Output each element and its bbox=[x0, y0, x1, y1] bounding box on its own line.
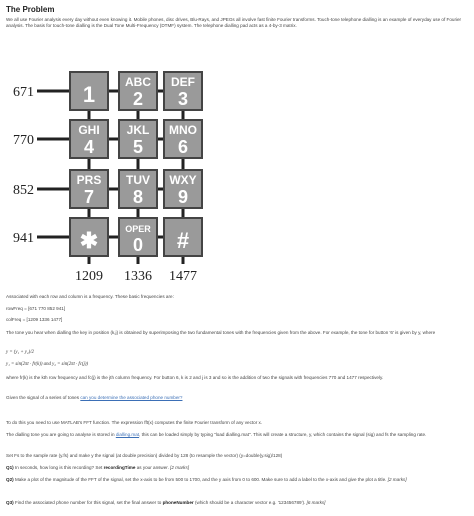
given-text: Given the signal of a series of tones bbox=[6, 395, 80, 400]
matlab-paragraph: To do this you need to use MATLAB's FFT function. The expression fft(x) computes the finite Fourier transform of any vector x. bbox=[6, 420, 263, 425]
row-frequency-label: 852 bbox=[13, 183, 34, 198]
row-frequency-label: 941 bbox=[13, 231, 34, 246]
key-digit: 4 bbox=[83, 137, 95, 157]
given-paragraph bbox=[6, 395, 468, 401]
phone-number-link[interactable]: can you determine the associated phone number? bbox=[80, 395, 183, 400]
key-digit: ✱ bbox=[79, 228, 99, 253]
formula-average: y = (y₁ + y₂)/2 bbox=[6, 350, 34, 355]
key-letters: GHI bbox=[78, 123, 100, 137]
question-3 bbox=[6, 500, 468, 506]
key-letters: JKL bbox=[126, 123, 150, 137]
dialling-mat-link[interactable]: dialling.mat bbox=[115, 432, 140, 437]
rowfreq-line: rowFreq = [671 770 852 941] bbox=[6, 306, 66, 311]
key-digit: 2 bbox=[132, 89, 144, 109]
key-digit: 9 bbox=[177, 187, 189, 207]
key-letters: MNO bbox=[169, 123, 197, 137]
q1-text: In seconds, how long is this recording? Set bbox=[14, 465, 103, 470]
q1-label: Q1) bbox=[6, 465, 14, 470]
colfreq-line: colFreq = [1209 1336 1477] bbox=[6, 317, 63, 322]
key-letters: OPER bbox=[125, 224, 151, 234]
key-digit: 8 bbox=[132, 187, 144, 207]
q2-label: Q2) bbox=[6, 477, 14, 482]
q1-marks: [2 marks] bbox=[170, 465, 190, 470]
q2-marks: [2 marks] bbox=[387, 477, 407, 482]
key-letters: DEF bbox=[171, 75, 195, 89]
key-digit: 3 bbox=[177, 89, 189, 109]
q3-tail: (which should be a character vector e.g. '123456789'). bbox=[194, 500, 306, 505]
key-digit: 5 bbox=[132, 137, 144, 157]
column-frequency-label: 1477 bbox=[169, 269, 197, 284]
q3-label: Q3) bbox=[6, 500, 14, 505]
intro-paragraph: We all use Fourier analysis every day without even knowing it. Mobile phones, disc drives, Blu-Rays, and JPEGs all involve fast finite Fourier transforms. Touch-tone telephone dialling is an example of everyday use of Fourier analysis. The basis for touch-tone dialling is the Dual Tone Multi-Frequency (DTMF) system. The telephone dialling pad acts as a 4-by-3 matrix. bbox=[6, 17, 462, 29]
signal-text-a: The dialling tone you are going to analyse is stored in bbox=[6, 432, 115, 437]
dtmf-keypad-figure bbox=[8, 68, 238, 288]
q1-tail: as your answer. bbox=[136, 465, 169, 470]
keypad-svg bbox=[8, 68, 238, 288]
where-paragraph: where fr(k) is the kth row frequency and fc(j) is the jth column frequency. For button 6, k is 2 and j is 3 and so is the addition of two the signals with frequencies 770 and 1477 respectively. bbox=[6, 375, 384, 380]
key-digit: # bbox=[176, 228, 190, 253]
page-title: The Problem bbox=[6, 5, 55, 14]
q3-variable: phoneNumber bbox=[162, 500, 194, 505]
signal-text-b: , this can be loaded simply by typing "load dialling.mat". This will create a structure, y, which contains the signal (sig) and fs the sampling rate. bbox=[139, 432, 427, 437]
q1-variable: recordingTime bbox=[103, 465, 136, 470]
key-digit: 0 bbox=[132, 235, 144, 255]
formula-components: y₁ = sin(2πt · fr(k)) and y₂ = sin(2πt · fc(j)) bbox=[6, 362, 89, 367]
row-frequency-label: 770 bbox=[13, 133, 34, 148]
q3-marks: [6 marks] bbox=[306, 500, 326, 505]
column-frequency-label: 1209 bbox=[75, 269, 103, 284]
key-letters: WXY bbox=[169, 173, 197, 187]
row-frequency-label: 671 bbox=[13, 85, 34, 100]
q2-text: Make a plot of the magnitude of the FFT of the signal, set the x-axis to be from 500 to 1700, and the y axis from 0 to 600. Make sure to add a label to the x-axis and give the plot a title. bbox=[14, 477, 387, 482]
q3-text: Find the associated phone number for this signal, set the final answer to bbox=[14, 500, 162, 505]
key-digit: 6 bbox=[177, 137, 189, 157]
key-digit: 1 bbox=[82, 82, 96, 107]
question-1 bbox=[6, 465, 468, 471]
associated-paragraph: Associated with each row and column is a frequency. These basic frequencies are: bbox=[6, 294, 174, 299]
tone-paragraph: The tone you hear when dialling the key in position (k,j) is obtained by superimposing the two fundamental tones with the frequencies given from the above. For example, the tone for button '6' is given by y, where bbox=[6, 330, 436, 335]
signal-paragraph bbox=[6, 432, 468, 438]
column-frequency-label: 1336 bbox=[124, 269, 152, 284]
question-2 bbox=[6, 477, 468, 483]
key-letters: PRS bbox=[76, 173, 102, 187]
key-letters: ABC bbox=[125, 75, 151, 89]
key-digit: 7 bbox=[83, 187, 95, 207]
key-letters: TUV bbox=[126, 173, 150, 187]
set-fs-paragraph: Set Fs to the sample rate (y.fs) and make y the signal (at double precision) divided by 128 (to resample the vector) (y=double(y.sig)/128) bbox=[6, 453, 283, 458]
